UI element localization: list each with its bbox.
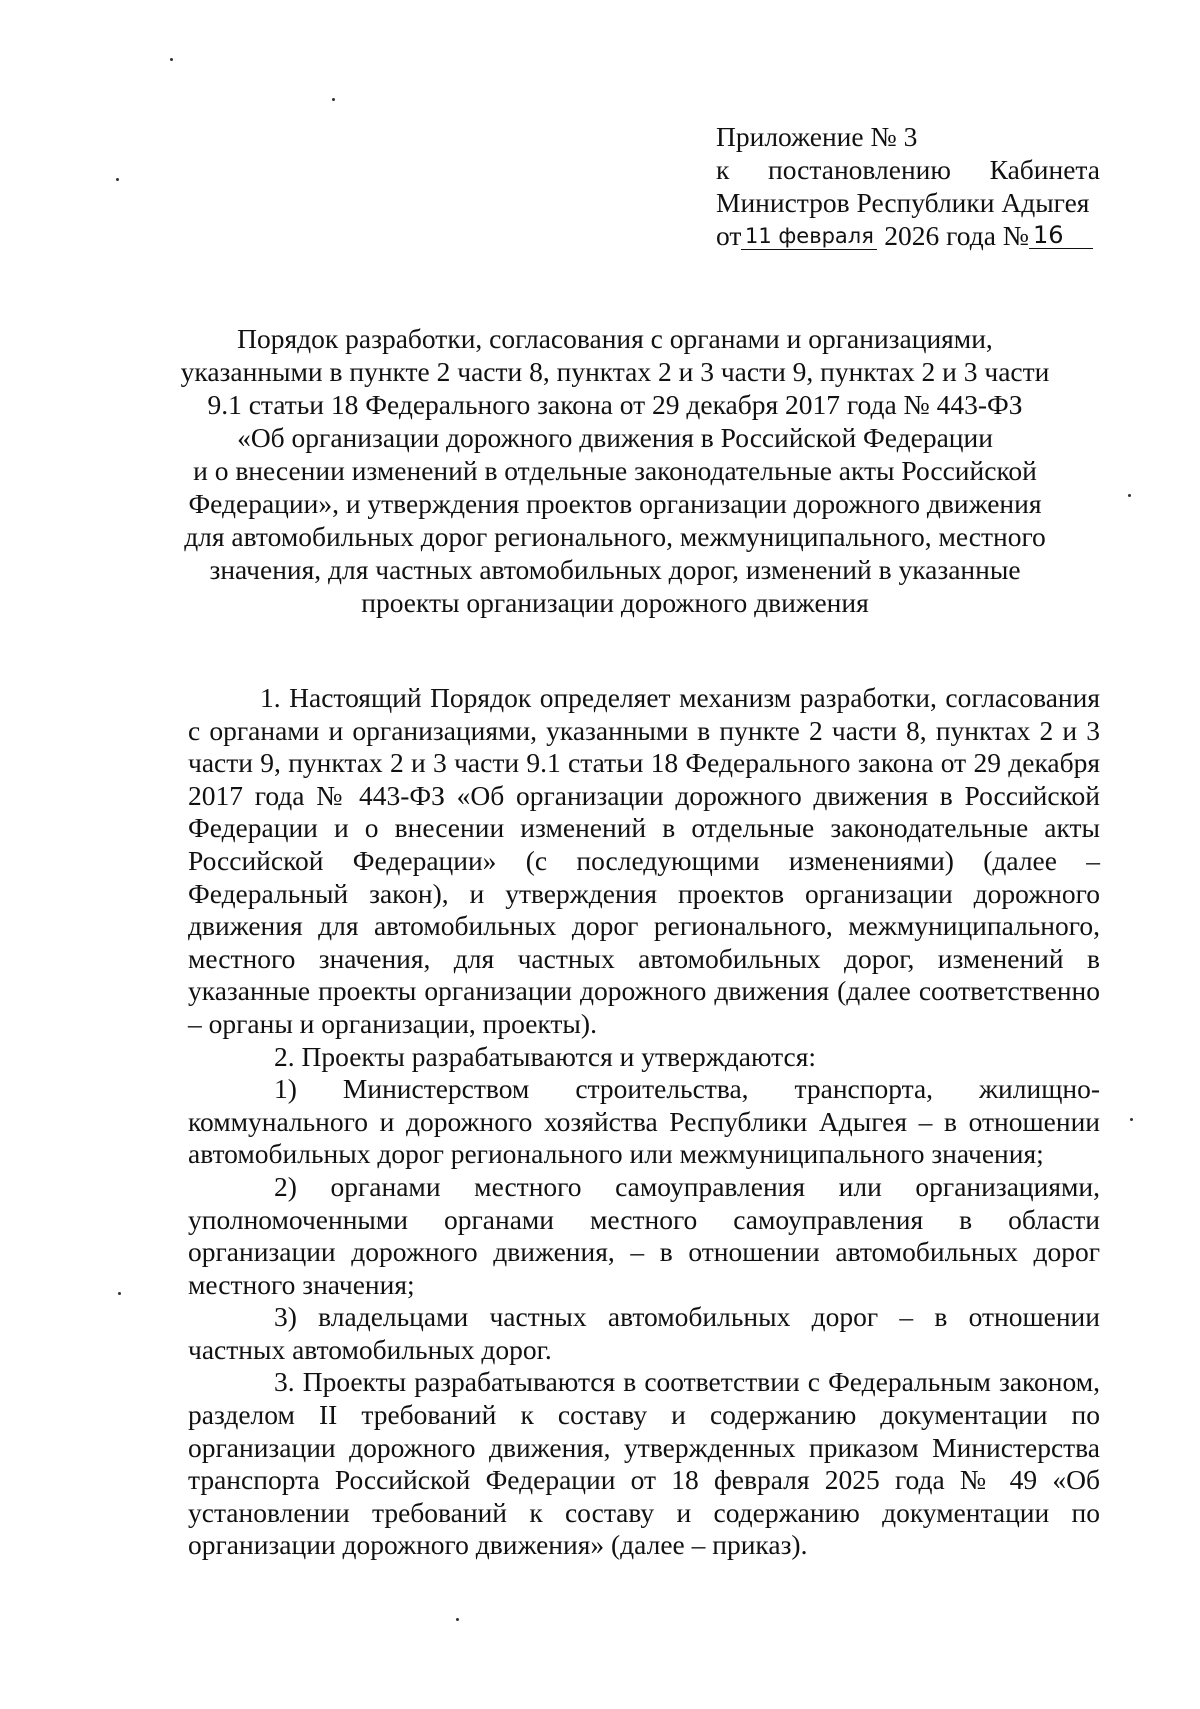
scan-speck [118, 1292, 121, 1295]
title-line: Порядок разработки, согласования с органами и организациями, [237, 323, 993, 354]
title-line: указанными в пункте 2 части 8, пунктах 2 и 3 части 9, пунктах 2 и 3 части [180, 356, 1050, 387]
paragraph-2: 2. Проекты разрабатываются и утверждаются: [274, 1040, 816, 1072]
document-title [150, 322, 1080, 619]
paragraph-2-item-1: 1) Министерством строительства, транспорта, жилищно-коммунального и дорожного хозяйства Республики Адыгея – в отношении автомобильных дорог регионального или межмуниципального значения; [188, 1073, 1100, 1170]
scan-speck [1130, 1118, 1133, 1121]
appendix-reference-line [716, 153, 1100, 186]
handwritten-date: 11 февраля [741, 223, 877, 250]
title-line: проекты организации дорожного движения [361, 587, 869, 618]
appendix-word-resolution: постановлению [768, 154, 951, 185]
paragraph-1: 1. Настоящий Порядок определяет механизм разработки, согласования с органами и организациями, указанными в пункте 2 части 8, пунктах 2 и 3 части 9, пунктах 2 и 3 части 9.1 статьи 18 Федерального закона от 29 декабря 2017 года № 443-ФЗ «Об организации дорожного движения в Российской Федерации и о внесении изменений в отдельные законодательные акты Российской Федерации» (с последующими изменениями) (далее – Федеральный закон), и утверждения проектов организации дорожного движения для автомобильных дорог регионального, межмуниципального, местного значения, для частных автомобильных дорог, изменений в указанные проекты организации дорожного движения (далее соответственно – органы и организации, проекты). [188, 682, 1100, 1039]
title-line: 9.1 статьи 18 Федерального закона от 29 декабря 2017 года № 443-ФЗ [207, 389, 1023, 420]
paragraph-2-item-3: 3) владельцами частных автомобильных дорог – в отношении частных автомобильных дорог. [188, 1301, 1100, 1365]
handwritten-number: 16 [1029, 222, 1093, 249]
appendix-header [716, 120, 1100, 252]
scan-speck [116, 178, 119, 181]
scan-speck [170, 58, 173, 61]
title-line: значения, для частных автомобильных дорог, изменений в указанные [209, 554, 1021, 585]
scan-speck [332, 98, 335, 101]
paragraph-3: 3. Проекты разрабатываются в соответствии с Федеральным законом, разделом II требований к составу и содержанию документации по организации дорожного движения, утвержденных приказом Министерства транспорта Российской Федерации от 18 февраля 2025 года № 49 «Об установлении требований к составу и содержанию документации по организации дорожного движения» (далее – приказ). [188, 1366, 1100, 1561]
appendix-word-k: к [716, 154, 730, 185]
scan-speck [1128, 494, 1131, 497]
title-line: и о внесении изменений в отдельные законодательные акты Российской [193, 455, 1037, 486]
appendix-ministers-line: Министров Республики Адыгея [716, 187, 1090, 218]
document-body [188, 682, 1100, 1562]
title-line: Федерации», и утверждения проектов организации дорожного движения [188, 488, 1042, 519]
appendix-number: Приложение № 3 [716, 121, 918, 152]
date-prefix: от [716, 220, 742, 251]
scan-speck [456, 1618, 459, 1621]
paragraph-2-item-2: 2) органами местного самоуправления или организациями, уполномоченными органами местного самоуправления в области организации дорожного движения, – в отношении автомобильных дорог местного значения; [188, 1170, 1100, 1300]
title-line: для автомобильных дорог регионального, межмуниципального, местного [184, 521, 1046, 552]
date-year: 2026 года № [884, 220, 1030, 251]
appendix-date-line [716, 220, 1093, 251]
appendix-word-cabinet: Кабинета [989, 154, 1100, 185]
title-line: «Об организации дорожного движения в Российской Федерации [237, 422, 993, 453]
